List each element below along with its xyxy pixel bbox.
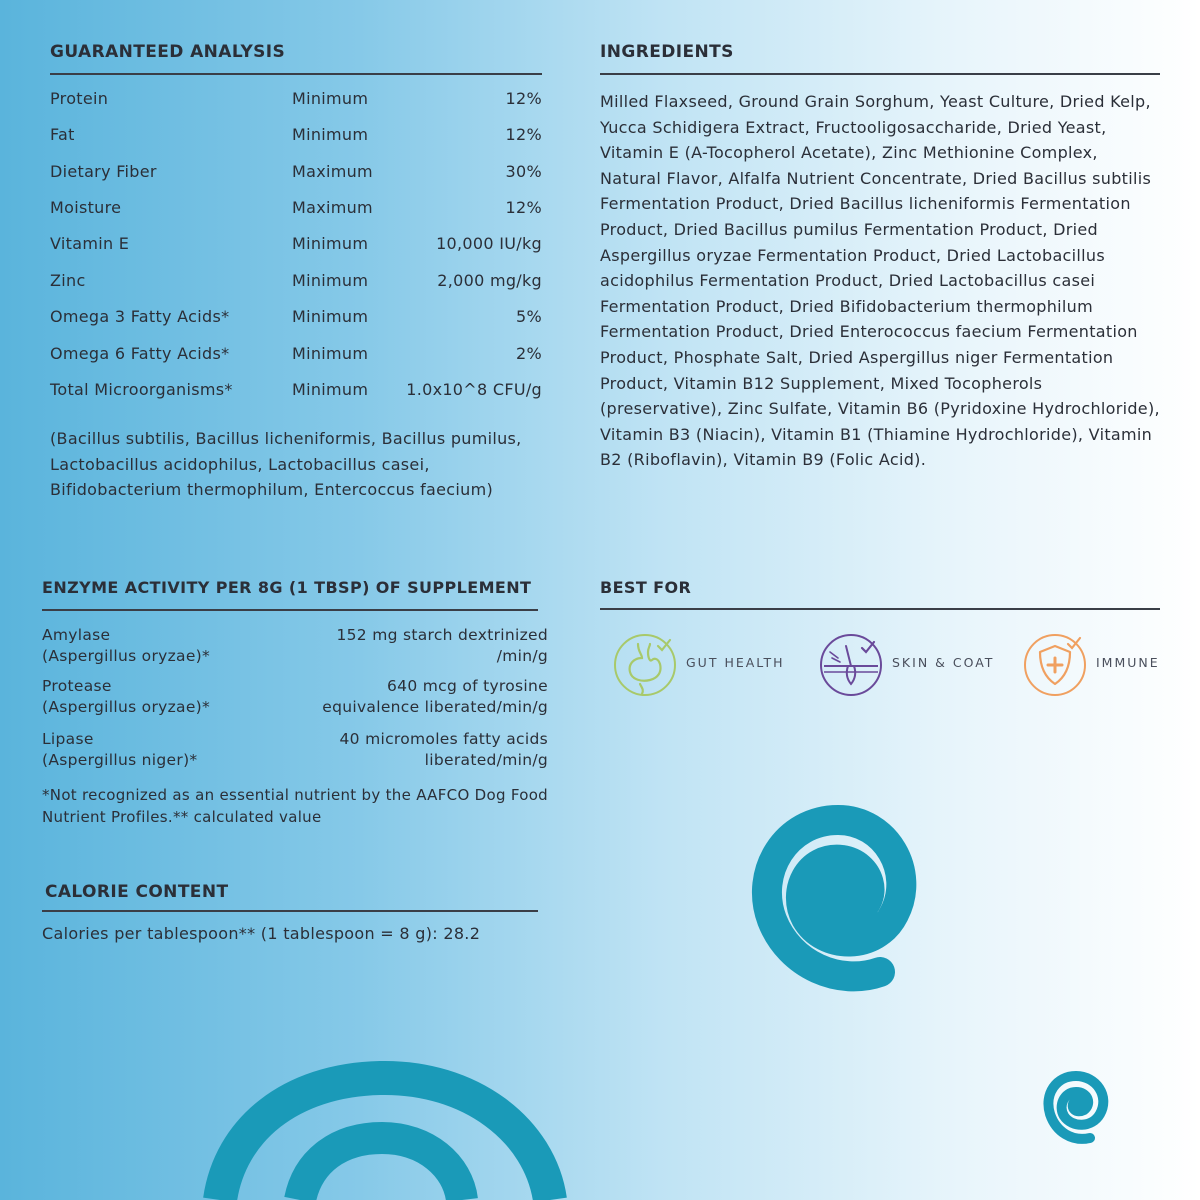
nutrient-qualifier: Maximum (292, 162, 373, 181)
calorie-content-rule (42, 910, 538, 912)
enzyme-activity-value: 40 micromoles fatty acids liberated/min/g (339, 730, 548, 769)
ingredients-heading: INGREDIENTS (600, 42, 734, 62)
nutrient-name: Protein (50, 89, 109, 108)
nutrient-name: Fat (50, 125, 75, 144)
calorie-content-text: Calories per tablespoon** (1 tablespoon = 8 g): 28.2 (42, 924, 481, 943)
best-for-gut-health-label: GUT HEALTH (686, 655, 785, 670)
nutrient-value: 1.0x10^8 CFU/g (406, 380, 542, 399)
nutrient-value: 2,000 mg/kg (437, 271, 542, 290)
nutrient-value: 12% (505, 89, 542, 108)
enzyme-row-lipase (42, 729, 548, 773)
nutrient-qualifier: Minimum (292, 234, 369, 253)
nutrient-qualifier: Maximum (292, 198, 373, 217)
nutrient-value: 10,000 IU/kg (436, 234, 542, 253)
enzyme-row-amylase (42, 625, 548, 669)
table-row (50, 162, 542, 186)
spiral-logo-large (730, 780, 970, 1010)
enzyme-activity-rule (42, 609, 538, 611)
table-row (50, 125, 542, 149)
best-for-skin-coat-label: SKIN & COAT (892, 655, 995, 670)
nutrient-name: Total Microorganisms* (50, 380, 233, 399)
nutrient-value: 30% (505, 162, 542, 181)
table-row (50, 344, 542, 368)
aafco-footnote: *Not recognized as an essential nutrient by the AAFCO Dog Food Nutrient Profiles.** calculated value (42, 786, 549, 826)
table-row (50, 198, 542, 222)
guaranteed-analysis-rule (50, 73, 542, 75)
table-row (50, 380, 542, 404)
calorie-content-heading: CALORIE CONTENT (45, 882, 229, 902)
nutrient-name: Dietary Fiber (50, 162, 157, 181)
nutrient-qualifier: Minimum (292, 380, 369, 399)
nutrient-value: 12% (505, 125, 542, 144)
enzyme-name: Amylase (Aspergillus oryzae)* (42, 626, 211, 665)
shield-plus-icon (1022, 632, 1088, 698)
nutrient-qualifier: Minimum (292, 89, 369, 108)
stomach-icon (612, 632, 678, 698)
guaranteed-analysis-heading: GUARANTEED ANALYSIS (50, 42, 286, 62)
nutrient-name: Moisture (50, 198, 122, 217)
nutrient-name: Omega 6 Fatty Acids* (50, 344, 230, 363)
microorganisms-note: (Bacillus subtilis, Bacillus licheniformis, Bacillus pumilus, Lactobacillus acidophilus, Lactobacillus casei, Bifidobacterium thermophilum, Entercoccus faecium) (50, 429, 522, 500)
spiral-logo-small (1030, 1058, 1130, 1150)
ingredients-text: Milled Flaxseed, Ground Grain Sorghum, Yeast Culture, Dried Kelp, Yucca Schidigera Extract, Fructooligosaccharide, Dried Yeast, Vitamin E (A-Tocopherol Acetate), Zinc Methionine Complex, Natural Flavor, Alfalfa Nutrient Concentrate, Dried Bacillus subtilis Fermentation Product, Dried Bacillus licheniformis Fermentation Product, Dried Bacillus pumilus Fermentation Product, Dried Aspergillus oryzae Fermentation Product, Dried Lactobacillus acidophilus Fermentation Product, Dried Lactobacillus casei Fermentation Product, Dried Bifidobacterium thermophilum Fermentation Product, Dried Enterococcus faecium Fermentation Product, Phosphate Salt, Dried Aspergillus niger Fermentation Product, Vitamin B12 Supplement, Mixed Tocopherols (preservative), Zinc Sulfate, Vitamin B6 (Pyridoxine Hydrochloride), Vitamin B3 (Niacin), Vitamin B1 (Thiamine Hydrochloride), Vitamin B2 (Riboflavin), Vitamin B9 (Folic Acid). (600, 92, 1160, 470)
best-for-rule (600, 608, 1160, 610)
nutrient-name: Omega 3 Fatty Acids* (50, 307, 230, 326)
table-row (50, 234, 542, 258)
nutrient-qualifier: Minimum (292, 271, 369, 290)
enzyme-activity-heading: ENZYME ACTIVITY PER 8G (1 TBSP) OF SUPPLEMENT (42, 578, 532, 597)
nutrient-value: 12% (505, 198, 542, 217)
spiral-logo-bottom (190, 1020, 590, 1200)
best-for-heading: BEST FOR (600, 578, 692, 597)
table-row (50, 271, 542, 295)
nutrient-qualifier: Minimum (292, 344, 369, 363)
ingredients-rule (600, 73, 1160, 75)
enzyme-name: Lipase (Aspergillus niger)* (42, 730, 198, 769)
nutrient-value: 5% (516, 307, 542, 326)
table-row (50, 307, 542, 331)
nutrient-qualifier: Minimum (292, 125, 369, 144)
best-for-immune-label: IMMUNE (1096, 655, 1160, 670)
enzyme-activity-value: 152 mg starch dextrinized /min/g (336, 626, 548, 665)
enzyme-activity-value: 640 mcg of tyrosine equivalence liberated/min/g (322, 677, 548, 716)
enzyme-name: Protease (Aspergillus oryzae)* (42, 677, 211, 716)
nutrient-value: 2% (516, 344, 542, 363)
hair-follicle-icon (818, 632, 884, 698)
table-row (50, 89, 542, 113)
nutrient-qualifier: Minimum (292, 307, 369, 326)
nutrient-name: Vitamin E (50, 234, 130, 253)
enzyme-row-protease (42, 676, 548, 720)
nutrient-name: Zinc (50, 271, 86, 290)
